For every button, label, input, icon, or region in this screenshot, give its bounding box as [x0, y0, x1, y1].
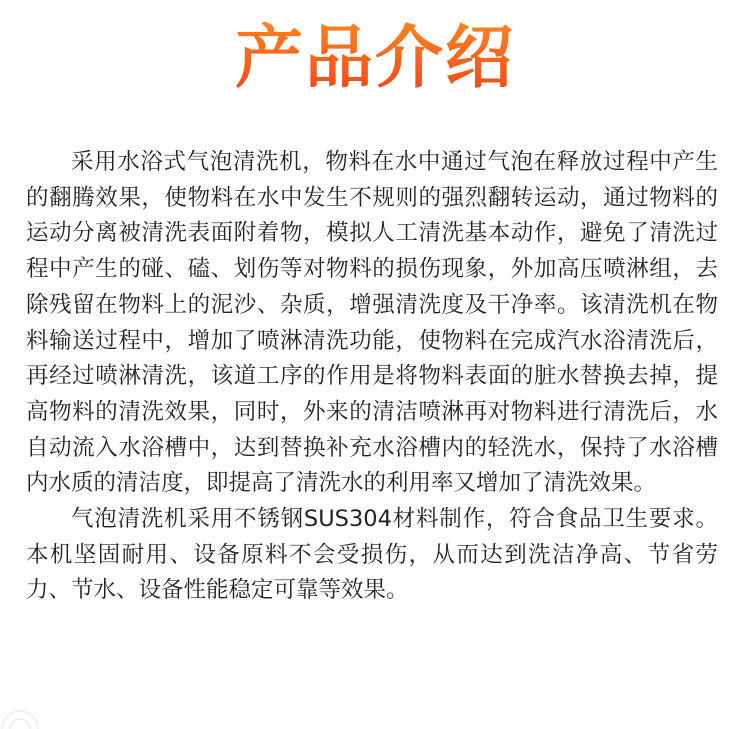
product-description	[26, 145, 718, 609]
page-title: 产品介绍	[0, 14, 750, 104]
description-paragraph-1: 采用水浴式气泡清洗机，物料在水中通过气泡在释放过程中产生的翻腾效果，使物料在水中发生不规则的强烈翻转运动，通过物料的运动分离被清洗表面附着物，模拟人工清洗基本动作，避免了清洗过程中产生的碰、磕、划伤等对物料的损伤现象，外加高压喷淋组，去除残留在物料上的泥沙、杂质，增强清洗度及干净率。该清洗机在物料输送过程中，增加了喷淋清洗功能，使物料在完成汽水浴清洗后，再经过喷淋清洗，该道工序的作用是将物料表面的脏水替换去掉，提高物料的清洗效果，同时，外来的清洁喷淋再对物料进行清洗后，水自动流入水浴槽中，达到替换补充水浴槽内的轻洗水，保持了水浴槽内水质的清洁度，即提高了清洗水的利用率又增加了清洗效果。	[26, 149, 718, 497]
description-paragraph-2: 气泡清洗机采用不锈钢SUS304材料制作，符合食品卫生要求。本机坚固耐用、设备原料不会受损伤，从而达到洗洁净高、节省劳力、节水、设备性能稳定可靠等效果。	[26, 506, 718, 604]
watermark-logo-icon	[0, 701, 70, 729]
